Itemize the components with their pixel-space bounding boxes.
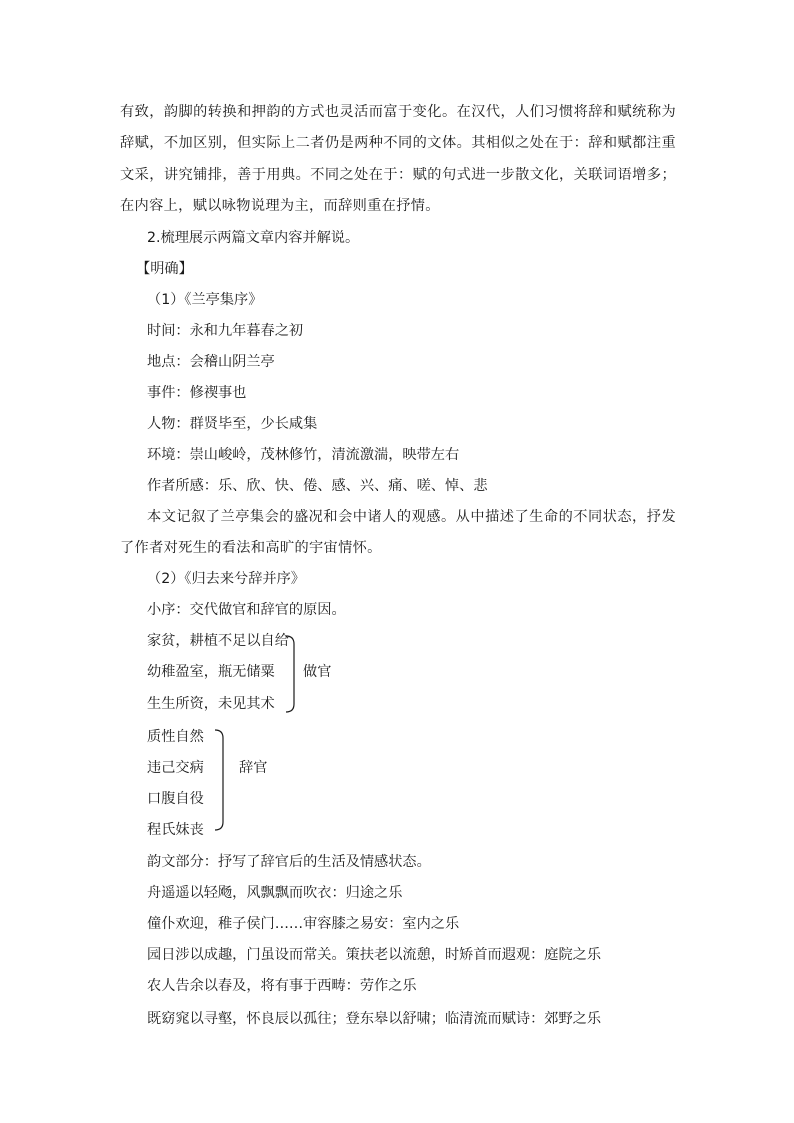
verse-line: 僮仆欢迎，稚子侯门……审容膝之易安：室内之乐 [147, 916, 460, 932]
resign-reason: 质性自然 [147, 729, 204, 745]
guiqulai-title: （2）《归去来兮辞并序》 [147, 571, 305, 587]
lanting-title: （1）《兰亭集序》 [147, 292, 263, 308]
lanting-feelings: 作者所感：乐、欣、快、倦、感、兴、痛、嗟、悼、悲 [147, 478, 488, 494]
verse-line: 舟遥遥以轻飏，风飘飘而吹衣：归途之乐 [147, 885, 403, 901]
resign-reason: 程氏妹丧 [147, 822, 204, 838]
intro-paragraph: 有致，韵脚的转换和押韵的方式也灵活而富于变化。在汉代，人们习惯将辞和赋统称为辞赋，不加区别，但实际上二者仍是两种不同的文体。其相似之处在于：辞和赋都注重文采，讲究铺排，善于用典。不同之处在于：赋的句式进一步散文化，关联词语增多；在内容上，赋以咏物说理为主，而辞则重在抒情。 [120, 104, 676, 214]
clarify-label: 【明确】 [136, 261, 193, 277]
lanting-place: 地点：会稽山阴兰亭 [147, 354, 275, 370]
task-heading: 2.梳理展示两篇文章内容并解说。 [147, 230, 360, 246]
verse-line: 园日涉以成趣，门虽设而常关。策扶老以流憩，时矫首而遐观：庭院之乐 [147, 947, 602, 963]
lanting-summary: 本文记叙了兰亭集会的盛况和会中诸人的观感。从中描述了生命的不同状态，抒发了作者对死生的看法和高旷的宇宙情怀。 [120, 509, 676, 557]
official-reason: 幼稚盈室，瓶无储粟 [147, 664, 275, 680]
official-reason: 家贫，耕植不足以自给 [147, 633, 289, 649]
resign-brace [213, 728, 233, 832]
verse-line: 既窈窕以寻壑，怀良辰以孤往；登东皋以舒啸；临清流而赋诗：郊野之乐 [147, 1011, 602, 1027]
lanting-people: 人物：群贤毕至，少长咸集 [147, 416, 318, 432]
lanting-time: 时间：永和九年暮春之初 [147, 323, 304, 339]
lanting-event: 事件：修禊事也 [147, 385, 247, 401]
lanting-environment: 环境：崇山峻岭，茂林修竹，清流激湍，映带左右 [147, 447, 460, 463]
guiqulai-preface: 小序：交代做官和辞官的原因。 [147, 602, 346, 618]
resign-reason: 违己交病 [147, 760, 204, 776]
official-reason: 生生所资，未见其术 [147, 696, 275, 712]
official-label: 做官 [303, 664, 332, 680]
resign-reason: 口腹自役 [147, 791, 204, 807]
official-brace [284, 634, 304, 714]
resign-label: 辞官 [239, 760, 268, 776]
verse-intro: 韵文部分：抒写了辞官后的生活及情感状态。 [147, 854, 431, 870]
verse-line: 农人告余以春及，将有事于西畴：劳作之乐 [147, 978, 417, 994]
